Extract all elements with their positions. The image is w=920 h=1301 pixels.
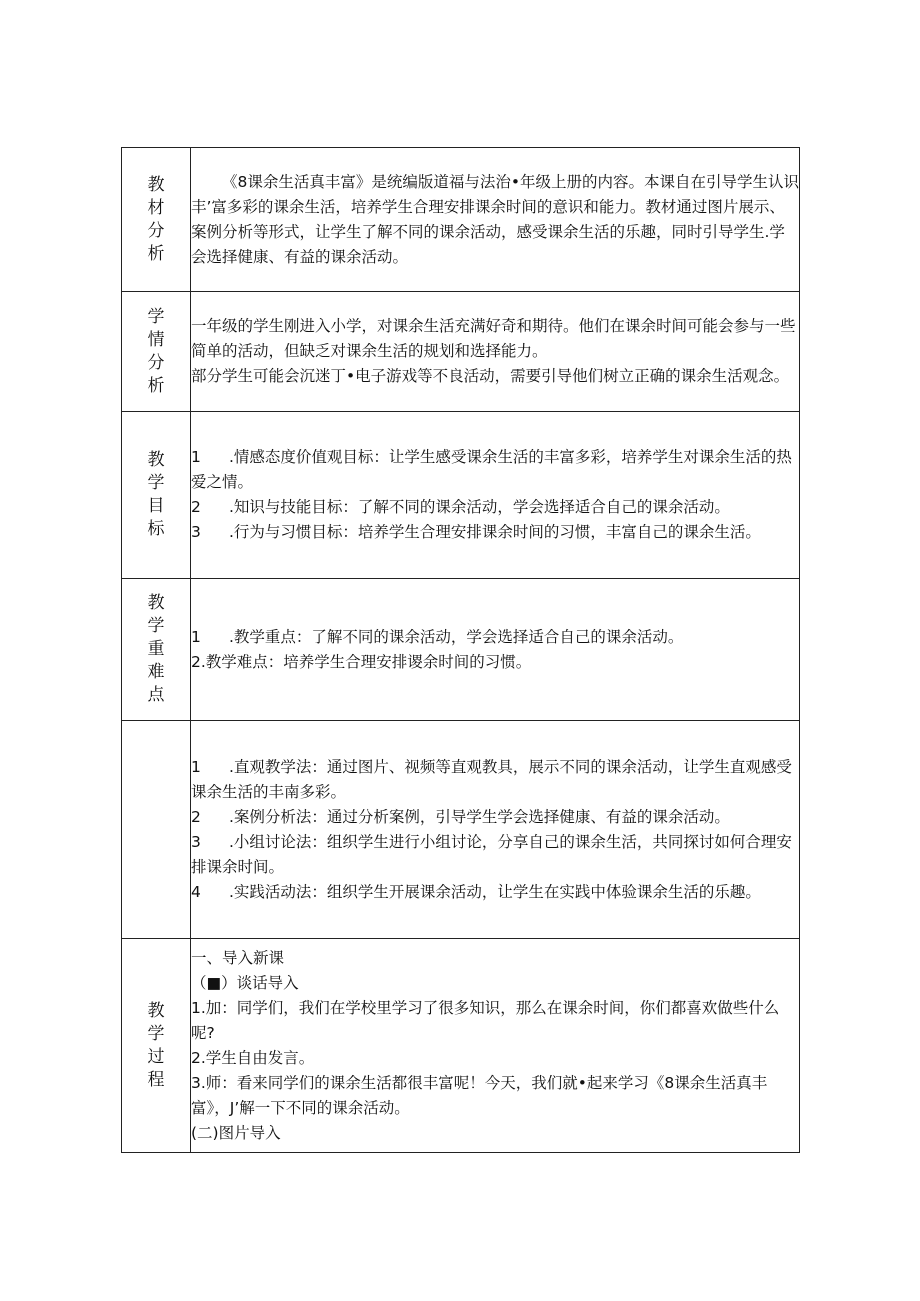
list-item [191,445,799,495]
item-text: .情感态度价值观目标：让学生感受课余生活的丰富多彩，培养学生对课余生活的热爱之情。 [191,448,792,491]
item-number: 2 [191,807,201,826]
list-item [191,880,799,905]
paragraph: 3.师：看来同学们的课余生活都很丰富呢！今天，我们就•起来学习《8课余生活真丰富》，J’解一下不同的课余活动。 [191,1073,768,1117]
table-row-key-difficult-points [122,579,800,721]
item-number: 2 [191,498,201,516]
list-item [191,805,799,830]
row-content-cell [191,292,800,412]
item-number: 1 [191,627,201,646]
item-number: 3 [191,523,201,541]
item-text: .实践活动法：组织学生开展课余活动，让学生在实践中体验课余生活的乐趣。 [229,882,761,901]
subsection-heading: （■）谈话导入 [191,973,299,992]
table-row-textbook-analysis [122,148,800,292]
paragraph: 2.教学难点：培养学生合理安排谡余时间的习惯。 [191,652,532,671]
item-text: .教学重点：了解不同的课余活动，学会选择适合自己的课余活动。 [229,627,684,646]
row-label-cell [122,292,191,412]
item-number: 4 [191,882,201,901]
item-number: 3 [191,832,201,851]
paragraph: 1.加：同学们，我们在学校里学习了很多知识，那么在课余时间，你们都喜欢做些什么呢? [191,998,780,1042]
row-label: 教学重难点 [147,593,165,705]
paragraph: 2.学生自由发言。 [191,1048,315,1067]
list-item [191,755,799,805]
row-content-cell [191,412,800,579]
list-item [191,625,799,650]
paragraph: 一年级的学生刚进入小学，对课余生活充满好奇和期待。他们在课余时间可能会参与一些简单的活动，但缺乏对课余生活的规划和选择能力。 [191,317,796,360]
row-label-cell [122,579,191,721]
item-number: 1 [191,448,201,466]
row-label-cell [122,148,191,292]
paragraph: 部分学生可能会沉迷丁•电子游戏等不良活动，需要引导他们树立正确的课余生活观念。 [191,367,790,385]
list-item [191,495,799,520]
item-text: .行为与习惯目标：培养学生合理安排课余时间的习惯，丰富自己的课余生活。 [229,523,761,541]
paragraph: 《8课余生活真丰富》是统编版道福与法治•年级上册的内容。本课自在引导学生认识丰’富多彩的课余生活，培养学生合理安排课余时间的意识和能力。教材通过图片展示、案例分析等形式，让学生了解不同的课余活动，感受课余生活的乐趣，同时引导学生.学会选择健康、有益的课余活动。 [191,172,800,266]
row-label-cell [122,412,191,579]
row-label: 教学过程 [147,1000,165,1090]
table-row-student-analysis [122,292,800,412]
row-content-cell [191,939,800,1153]
subsection-heading: (二)图片导入 [191,1123,281,1142]
row-label-cell [122,721,191,939]
row-content-cell [191,148,800,292]
row-label-cell [122,939,191,1153]
table-row-teaching-goals [122,412,800,579]
list-item [191,830,799,880]
lesson-plan-table [121,147,800,1153]
item-text: .小组讨论法：组织学生进行小组讨论，分享自己的课余生活，共同探讨如何合理安排课余时间。 [191,832,792,876]
table-row-teaching-process [122,939,800,1153]
row-label: 教材分析 [147,174,165,264]
row-content-cell [191,721,800,939]
row-content-cell [191,579,800,721]
list-item [191,520,799,545]
item-text: .案例分析法：通过分析案例，引导学生学会选择健康、有益的课余活动。 [229,807,730,826]
item-text: .直观教学法：通过图片、视频等直观教具，展示不同的课余活动，让学生直观感受课余生活的丰南多彩。 [191,757,792,801]
item-text: .知识与技能目标：了解不同的课余活动，学会选择适合自己的课余活动。 [229,498,730,516]
item-number: 1 [191,757,201,776]
row-label: 教学目标 [147,450,165,539]
section-heading: 一、导入新课 [191,948,285,967]
table-row-teaching-methods [122,721,800,939]
row-label: 学情分析 [147,306,165,396]
